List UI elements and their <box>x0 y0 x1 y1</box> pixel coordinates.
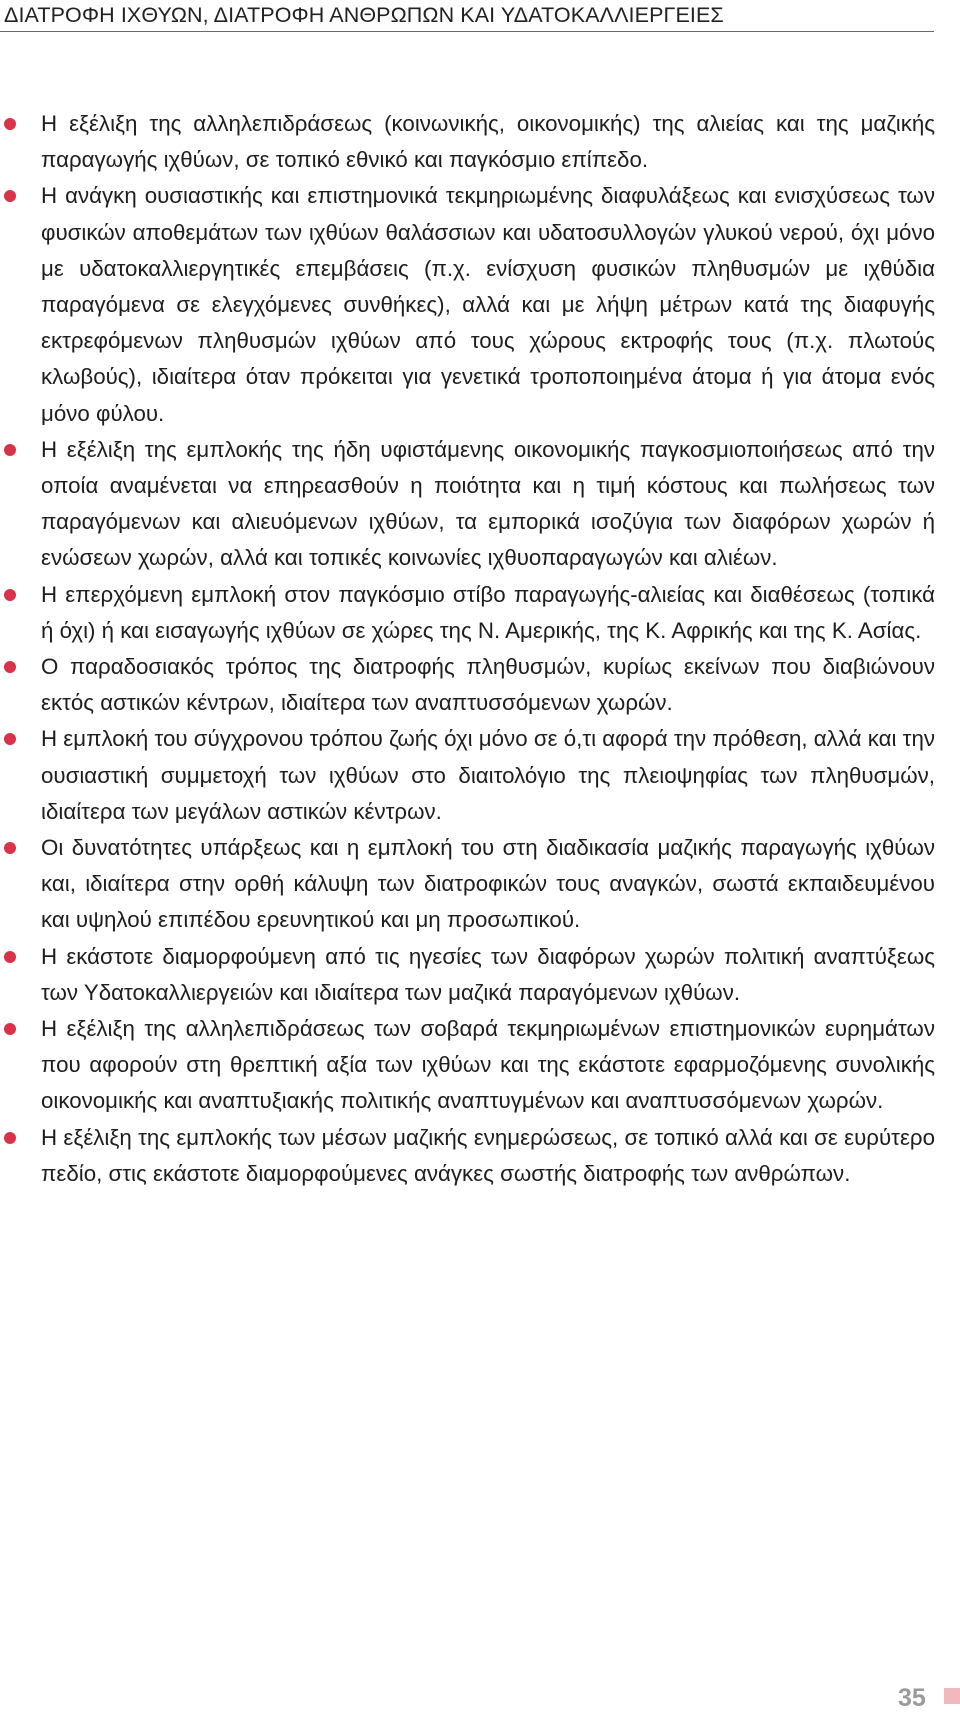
bullet-item <box>0 1011 935 1120</box>
page-number: 35 <box>898 1684 926 1712</box>
bullet-dot-icon <box>4 661 16 673</box>
bullet-text: Η εξέλιξη της εμπλοκής των μέσων μαζικής ενημερώσεως, σε τοπικό αλλά και σε ευρύτερο πεδίο, στις εκάστοτε διαμορφούμενες ανάγκες σωστής διατροφής των ανθρώπων. <box>41 1124 935 1186</box>
bullet-item <box>0 432 935 577</box>
bullet-item <box>0 577 935 649</box>
bullet-dot-icon <box>4 1132 16 1144</box>
bullet-item <box>0 649 935 721</box>
bullet-item <box>0 1120 935 1192</box>
bullet-text: Η εξέλιξη της εμπλοκής της ήδη υφιστάμενης οικονομικής παγκοσμιοποιήσεως από την οποία αναμένεται να επηρεασθούν η ποιότητα και η τιμή κόστους και πωλήσεως των παραγόμενων και αλιευόμενων ιχθύων, τα εμπορικά ισοζύγια των διαφόρων χωρών ή ενώσεων χωρών, αλλά και τοπικές κοινωνίες ιχθυοπαραγωγών και αλιέων. <box>41 436 935 571</box>
bullet-dot-icon <box>4 733 16 745</box>
bullet-dot-icon <box>4 951 16 963</box>
page-marker-square <box>944 1688 960 1704</box>
header-rule <box>0 31 934 32</box>
bullet-dot-icon <box>4 190 16 202</box>
bullet-text: Οι δυνατότητες υπάρξεως και η εμπλοκή του στη διαδικασία μαζικής παραγωγής ιχθύων και, ιδιαίτερα στην ορθή κάλυψη των διατροφικών τους αναγκών, σωστά εκπαιδευμένου και υψηλού επιπέδου ερευνητικού και μη προσωπικού. <box>41 835 935 933</box>
bullet-text: Η επερχόμενη εμπλοκή στον παγκόσμιο στίβο παραγωγής-αλιείας και διαθέσεως (τοπικά ή όχι) ή και εισαγωγής ιχθύων σε χώρες της Ν. Αμερικής, της Κ. Αφρικής και της Κ. Ασίας. <box>41 581 935 643</box>
bullet-dot-icon <box>4 118 16 130</box>
bullet-item <box>0 178 935 431</box>
bullet-item <box>0 721 935 830</box>
bullet-item <box>0 830 935 939</box>
bullet-list <box>0 106 935 1192</box>
bullet-text: Η εκάστοτε διαμορφούμενη από τις ηγεσίες των διαφόρων χωρών πολιτική αναπτύξεως των Υδατοκαλλιεργειών και ιδιαίτερα των μαζικά παραγόμενων ιχθύων. <box>41 943 935 1005</box>
bullet-text: Ο παραδοσιακός τρόπος της διατροφής πληθυσμών, κυρίως εκείνων που διαβιώνουν εκτός αστικών κέντρων, ιδιαίτερα των αναπτυσσόμενων χωρών. <box>41 654 935 716</box>
running-header-title: ΔΙΑΤΡΟΦΗ ΙΧΘΥΩΝ, ΔΙΑΤΡΟΦΗ ΑΝΘΡΩΠΩΝ ΚΑΙ ΥΔΑΤΟΚΑΛΛΙΕΡΓΕΙΕΣ <box>4 3 724 27</box>
bullet-dot-icon <box>4 589 16 601</box>
bullet-item <box>0 106 935 178</box>
bullet-item <box>0 939 935 1011</box>
bullet-text: Η εξέλιξη της αλληλεπιδράσεως των σοβαρά τεκμηριωμένων επιστημονικών ευρημάτων που αφορούν στη θρεπτική αξία των ιχθύων και της εκάστοτε εφαρμοζόμενης συνολικής οικονομικής και αναπτυξιακής πολιτικής αναπτυγμένων και αναπτυσσόμενων χωρών. <box>41 1016 935 1114</box>
bullet-dot-icon <box>4 842 16 854</box>
bullet-dot-icon <box>4 1023 16 1035</box>
bullet-text: Η εξέλιξη της αλληλεπιδράσεως (κοινωνικής, οικονομικής) της αλιείας και της μαζικής παραγωγής ιχθύων, σε τοπικό εθνικό και παγκόσμιο επίπεδο. <box>41 111 935 173</box>
bullet-dot-icon <box>4 444 16 456</box>
bullet-text: Η εμπλοκή του σύγχρονου τρόπου ζωής όχι μόνο σε ό,τι αφορά την πρόθεση, αλλά και την ουσιαστική συμμετοχή των ιχθύων στο διαιτολόγιο της πλειοψηφίας των πληθυσμών, ιδιαίτερα των μεγάλων αστικών κέντρων. <box>41 726 935 824</box>
bullet-text: Η ανάγκη ουσιαστικής και επιστημονικά τεκμηριωμένης διαφυλάξεως και ενισχύσεως των φυσικών αποθεμάτων των ιχθύων θαλάσσιων και υδατοσυλλογών γλυκού νερού, όχι μόνο με υδατοκαλλιεργητικές επεμβάσεις (π.χ. ενίσχυση φυσικών πληθυσμών με ιχθύδια παραγόμενα σε ελεγχόμενες συνθήκες), αλλά και με λήψη μέτρων κατά της διαφυγής εκτρεφόμενων πληθυσμών ιχθύων από τους χώρους εκτροφής τους (π.χ. πλωτούς κλωβούς), ιδιαίτερα όταν πρόκειται για γενετικά τροποποιημένα άτομα ή για άτομα ενός μόνο φύλου. <box>41 183 935 426</box>
